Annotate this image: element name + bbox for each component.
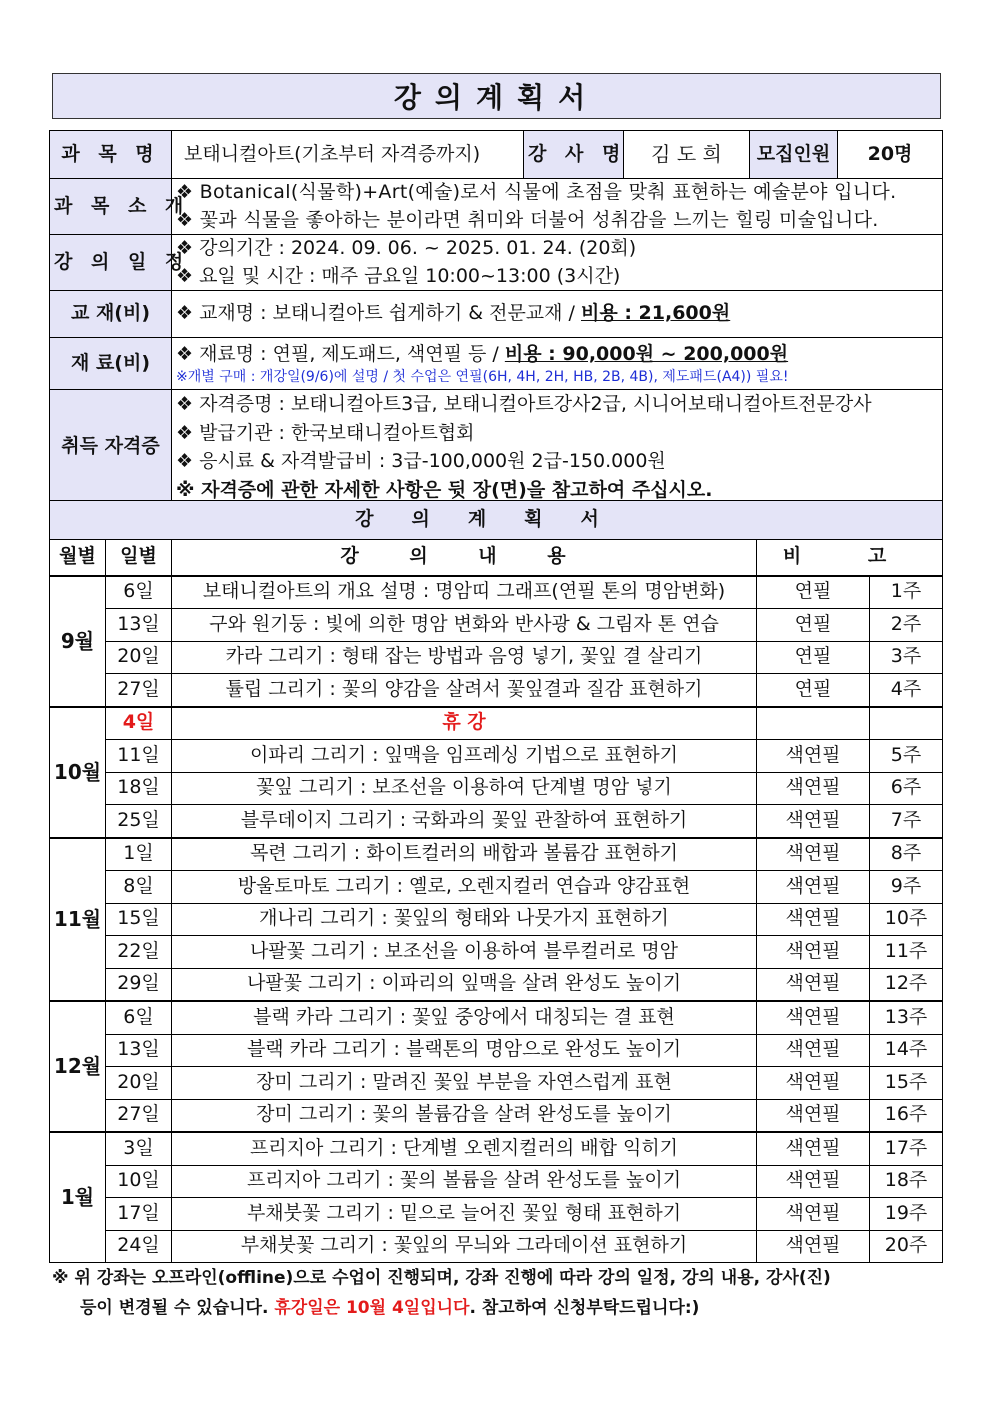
day-cell: 20일 [106, 641, 172, 674]
content-cell: 꽃잎 그리기 : 보조선을 이용하여 단계별 명암 넣기 [172, 772, 757, 805]
material-cell: 연필 [757, 609, 870, 642]
textbook-text: ❖ 교재명 : 보태니컬아트 쉽게하기 & 전문교재 / [176, 302, 581, 325]
content-header: 강 의 내 용 [172, 540, 757, 576]
content-cell: 블랙 카라 그리기 : 꽃잎 중앙에서 대칭되는 결 표현 [172, 1001, 757, 1034]
table-row [50, 903, 943, 936]
subject-label: 과 목 명 [50, 131, 172, 179]
material-cell: 색연필 [757, 1099, 870, 1132]
material-text: ❖ 재료명 : 연필, 제도패드, 색연필 등 / [176, 342, 505, 365]
material-cell: 색연필 [757, 772, 870, 805]
content-cell: 개나리 그리기 : 꽃잎의 형태와 나뭇가지 표현하기 [172, 903, 757, 936]
cert-label: 취득 자격증 [50, 390, 172, 505]
week-cell: 18주 [870, 1165, 943, 1198]
course-info-table [49, 130, 943, 505]
content-cell: 나팔꽃 그리기 : 보조선을 이용하여 블루컬러로 명암 [172, 936, 757, 969]
content-cell: 장미 그리기 : 꽃의 볼륨감을 살려 완성도를 높이기 [172, 1099, 757, 1132]
material-cell: 연필 [757, 641, 870, 674]
material-cell: 색연필 [757, 838, 870, 871]
table-row [50, 1198, 943, 1231]
day-cell: 13일 [106, 609, 172, 642]
month-cell: 11월 [50, 838, 106, 1002]
week-cell: 16주 [870, 1099, 943, 1132]
instructor-value: 김 도 희 [624, 131, 750, 179]
material-cell: 연필 [757, 576, 870, 609]
day-cell: 29일 [106, 968, 172, 1001]
day-cell: 4일 [106, 707, 172, 740]
table-row [50, 641, 943, 674]
table-row [50, 707, 943, 740]
content-cell: 프리지아 그리기 : 단계별 오렌지컬러의 배합 익히기 [172, 1132, 757, 1165]
day-cell: 17일 [106, 1198, 172, 1231]
material-cell: 색연필 [757, 903, 870, 936]
day-cell: 6일 [106, 1001, 172, 1034]
footer-line-2a: 등이 변경될 수 있습니다. [80, 1297, 275, 1318]
month-cell: 10월 [50, 707, 106, 838]
material-cell: 색연필 [757, 968, 870, 1001]
content-cell: 이파리 그리기 : 잎맥을 임프레싱 기법으로 표현하기 [172, 740, 757, 773]
day-cell: 1일 [106, 838, 172, 871]
material-cell: 색연필 [757, 1001, 870, 1034]
material-label: 재 료(비) [50, 338, 172, 390]
day-cell: 24일 [106, 1230, 172, 1263]
holiday-notice: 휴강일은 10월 4일입니다 [274, 1297, 470, 1318]
material-cost: 비용 : 90,000원 ~ 200,000원 [504, 342, 789, 365]
day-cell: 18일 [106, 772, 172, 805]
material-cell: 색연필 [757, 740, 870, 773]
day-cell: 25일 [106, 805, 172, 838]
day-cell: 27일 [106, 674, 172, 707]
instructor-label: 강 사 명 [524, 131, 624, 179]
material-note: ※개별 구매 : 개강일(9/6)에 설명 / 첫 수업은 연필(6H, 4H, 2H, HB, 2B, 4B), 제도패드(A4)) 필요! [176, 369, 789, 386]
material-cell: 색연필 [757, 871, 870, 904]
schedule-line: ❖ 강의기간 : 2024. 09. 06. ~ 2025. 01. 24. (20회) [176, 237, 637, 260]
week-cell: 4주 [870, 674, 943, 707]
table-row [50, 838, 943, 871]
cert-line: ❖ 응시료 & 자격발급비 : 3급-100,000원 2급-150.000원 [176, 450, 666, 473]
day-cell: 13일 [106, 1034, 172, 1067]
table-row [50, 674, 943, 707]
content-cell: 프리지아 그리기 : 꽃의 볼륨을 살려 완성도를 높이기 [172, 1165, 757, 1198]
month-cell: 9월 [50, 576, 106, 707]
lecture-plan-table [49, 500, 943, 1263]
day-cell: 27일 [106, 1099, 172, 1132]
material-cell: 색연필 [757, 1230, 870, 1263]
month-header: 월별 [50, 540, 106, 576]
intro-label: 과 목 소 개 [50, 179, 172, 235]
cert-line: ❖ 발급기관 : 한국보태니컬아트협회 [176, 421, 475, 444]
table-row [50, 1165, 943, 1198]
week-cell: 11주 [870, 936, 943, 969]
week-cell: 1주 [870, 576, 943, 609]
table-row [50, 968, 943, 1001]
content-cell: 부채붓꽃 그리기 : 꽃잎의 무늬와 그라데이션 표현하기 [172, 1230, 757, 1263]
textbook-cost: 비용 : 21,600원 [581, 302, 731, 325]
day-cell: 11일 [106, 740, 172, 773]
material-cell: 색연필 [757, 805, 870, 838]
table-row [50, 772, 943, 805]
week-cell: 3주 [870, 641, 943, 674]
capacity-label: 모집인원 [750, 131, 838, 179]
footer-notice [52, 1264, 947, 1324]
material-cell [757, 707, 870, 740]
content-cell: 나팔꽃 그리기 : 이파리의 잎맥을 살려 완성도 높이기 [172, 968, 757, 1001]
content-cell: 목련 그리기 : 화이트컬러의 배합과 볼륨감 표현하기 [172, 838, 757, 871]
day-cell: 10일 [106, 1165, 172, 1198]
table-row [50, 576, 943, 609]
content-cell: 구와 원기둥 : 빛에 의한 명암 변화와 반사광 & 그림자 톤 연습 [172, 609, 757, 642]
week-cell: 19주 [870, 1198, 943, 1231]
week-cell: 12주 [870, 968, 943, 1001]
week-cell [870, 707, 943, 740]
week-cell: 20주 [870, 1230, 943, 1263]
week-cell: 9주 [870, 871, 943, 904]
week-cell: 7주 [870, 805, 943, 838]
table-row [50, 609, 943, 642]
week-cell: 10주 [870, 903, 943, 936]
content-cell: 블랙 카라 그리기 : 블랙톤의 명암으로 완성도 높이기 [172, 1034, 757, 1067]
table-row [50, 1001, 943, 1034]
week-cell: 6주 [870, 772, 943, 805]
cert-line: ❖ 자격증명 : 보태니컬아트3급, 보태니컬아트강사2급, 시니어보태니컬아트전문강사 [176, 393, 872, 416]
content-cell: 카라 그리기 : 형태 잡는 방법과 음영 넣기, 꽃잎 결 살리기 [172, 641, 757, 674]
table-row [50, 1230, 943, 1263]
content-cell: 부채붓꽃 그리기 : 밑으로 늘어진 꽃잎 형태 표현하기 [172, 1198, 757, 1231]
week-cell: 17주 [870, 1132, 943, 1165]
table-row [50, 1034, 943, 1067]
day-cell: 8일 [106, 871, 172, 904]
month-cell: 12월 [50, 1001, 106, 1132]
subject-value: 보태니컬아트(기초부터 자격증까지) [172, 131, 524, 179]
textbook-label: 교 재(비) [50, 291, 172, 338]
note-header: 비 고 [757, 540, 943, 576]
day-cell: 3일 [106, 1132, 172, 1165]
intro-line: ❖ 꽃과 식물을 좋아하는 분이라면 취미와 더불어 성취감을 느끼는 힐링 미술입니다. [176, 208, 879, 231]
week-cell: 2주 [870, 609, 943, 642]
table-row [50, 936, 943, 969]
table-row [50, 1099, 943, 1132]
material-cell: 연필 [757, 674, 870, 707]
month-cell: 1월 [50, 1132, 106, 1263]
week-cell: 8주 [870, 838, 943, 871]
day-cell: 15일 [106, 903, 172, 936]
schedule-label: 강 의 일 정 [50, 235, 172, 291]
plan-banner: 강의계획서 [50, 501, 943, 540]
capacity-value: 20명 [838, 131, 943, 179]
material-cell: 색연필 [757, 1132, 870, 1165]
schedule-line: ❖ 요일 및 시간 : 매주 금요일 10:00~13:00 (3시간) [176, 264, 621, 287]
material-cell: 색연필 [757, 1034, 870, 1067]
week-cell: 14주 [870, 1034, 943, 1067]
material-cell: 색연필 [757, 1067, 870, 1100]
intro-line: ❖ Botanical(식물학)+Art(예술)로서 식물에 초점을 맞춰 표현하는 예술분야 입니다. [176, 181, 897, 203]
table-row [50, 1132, 943, 1165]
week-cell: 13주 [870, 1001, 943, 1034]
material-cell: 색연필 [757, 1198, 870, 1231]
content-cell: 방울토마토 그리기 : 옐로, 오렌지컬러 연습과 양감표현 [172, 871, 757, 904]
week-cell: 15주 [870, 1067, 943, 1100]
footer-line-2b: . 참고하여 신청부탁드립니다:) [469, 1297, 700, 1318]
footer-line-1: ※ 위 강좌는 오프라인(offline)으로 수업이 진행되며, 강좌 진행에 따라 강의 일정, 강의 내용, 강사(진) [52, 1268, 831, 1288]
day-cell: 20일 [106, 1067, 172, 1100]
day-cell: 22일 [106, 936, 172, 969]
content-cell: 휴 강 [172, 707, 757, 740]
day-header: 일별 [106, 540, 172, 576]
content-cell: 블루데이지 그리기 : 국화과의 꽃잎 관찰하여 표현하기 [172, 805, 757, 838]
day-cell: 6일 [106, 576, 172, 609]
content-cell: 장미 그리기 : 말려진 꽃잎 부분을 자연스럽게 표현 [172, 1067, 757, 1100]
page-title: 강의계획서 [52, 73, 941, 119]
cert-note: ※ 자격증에 관한 자세한 사항은 뒷 장(면)을 참고하여 주십시오. [176, 478, 713, 501]
material-cell: 색연필 [757, 1165, 870, 1198]
week-cell: 5주 [870, 740, 943, 773]
table-row [50, 871, 943, 904]
content-cell: 보태니컬아트의 개요 설명 : 명암띠 그래프(연필 톤의 명암변화) [172, 576, 757, 609]
content-cell: 튤립 그리기 : 꽃의 양감을 살려서 꽃잎결과 질감 표현하기 [172, 674, 757, 707]
table-row [50, 740, 943, 773]
table-row [50, 1067, 943, 1100]
material-cell: 색연필 [757, 936, 870, 969]
table-row [50, 805, 943, 838]
